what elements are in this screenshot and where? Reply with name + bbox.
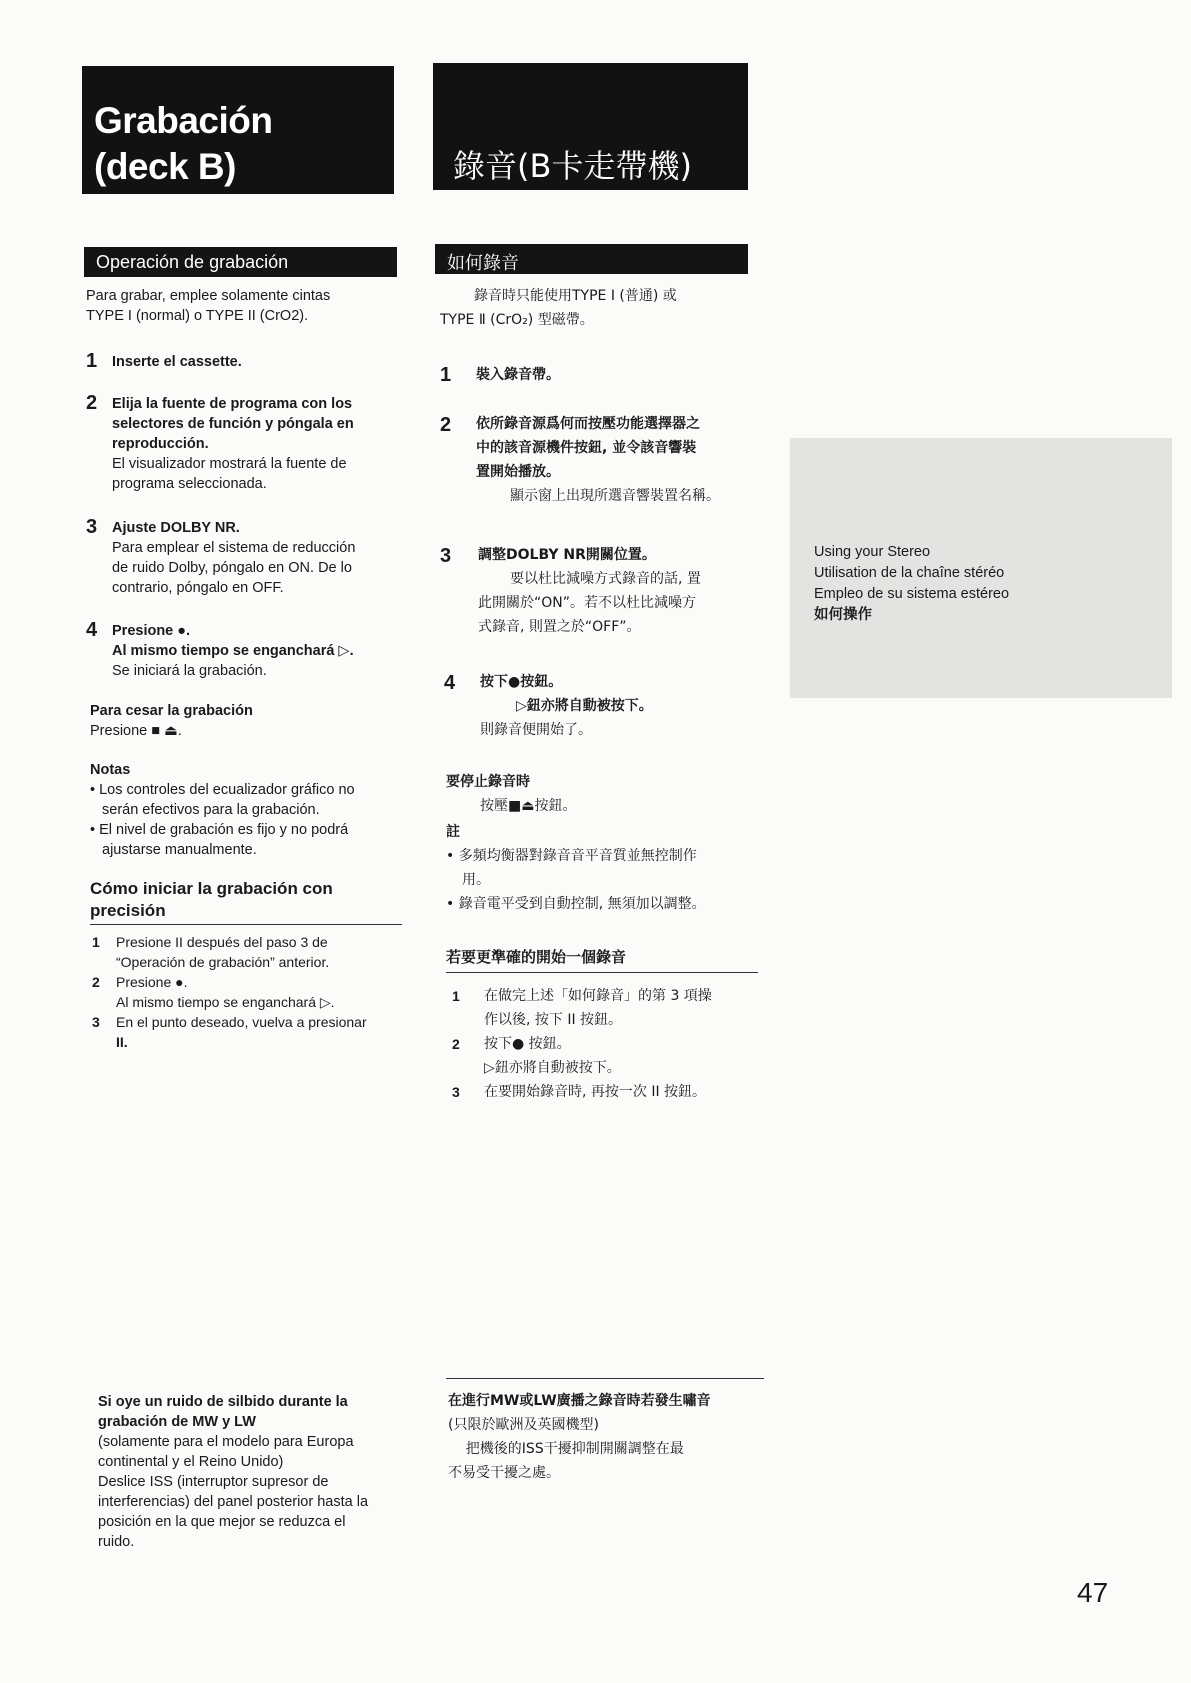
notes-head-es: Notas xyxy=(90,762,131,778)
note-line: • 多頻均衡器對錄音音平音質並無控制作 xyxy=(446,848,697,864)
precise-heading-zh: 若要更準確的開始一個錄音 xyxy=(446,948,627,966)
iss-note-es xyxy=(98,1392,418,1552)
iss-line: (只限於歐洲及英國機型) xyxy=(448,1417,599,1433)
step-number: 3 xyxy=(86,516,98,538)
notes-head-zh: 註 xyxy=(446,824,460,840)
precise-step-num: 2 xyxy=(92,974,100,990)
stop-body-es: Presione ■ ⏏. xyxy=(90,723,182,739)
precise-step-num: 3 xyxy=(92,1014,100,1030)
step-es-4 xyxy=(112,621,354,681)
step-body: de ruido Dolby, póngalo en ON. De lo xyxy=(112,560,352,576)
step-body: 此開關於“ON”。若不以杜比減噪方 xyxy=(478,595,696,611)
step-zh-4 xyxy=(480,670,653,742)
precise-step-num: 1 xyxy=(92,934,100,950)
iss-head-line: Si oye un ruido de silbido durante la xyxy=(98,1394,348,1410)
divider xyxy=(446,972,758,973)
iss-line: posición en la que mejor se reduzca el xyxy=(98,1514,346,1530)
stop-head-es: Para cesar la grabación xyxy=(90,703,253,719)
precise-step-num: 2 xyxy=(452,1036,460,1052)
precise-step-line: II. xyxy=(116,1034,128,1050)
iss-head-line: grabación de MW y LW xyxy=(98,1414,256,1430)
precise-step-line: 在做完上述「如何錄音」的第 3 項操 xyxy=(484,988,712,1004)
intro-zh-line: 錄音時只能使用TYPE Ⅰ (普通) 或 xyxy=(474,288,677,304)
index-line-zh: 如何操作 xyxy=(814,607,872,623)
iss-line: ruido. xyxy=(98,1534,135,1550)
precise-heading-es xyxy=(90,878,333,922)
note-line: • 錄音電平受到自動控制, 無須加以調整。 xyxy=(446,896,706,912)
step-body: El visualizador mostrará la fuente de xyxy=(112,456,347,472)
intro-es-line: TYPE I (normal) o TYPE II (CrO2). xyxy=(86,308,309,324)
precise-step-line: 按下● 按鈕。 xyxy=(484,1036,571,1052)
step-head: 置開始播放。 xyxy=(476,464,560,480)
iss-line: continental y el Reino Unido) xyxy=(98,1454,284,1470)
iss-line: Deslice ISS (interruptor supresor de xyxy=(98,1474,329,1490)
page-number: 47 xyxy=(1077,1577,1109,1608)
step-body: Para emplear el sistema de reducción xyxy=(112,540,356,556)
step-number: 2 xyxy=(440,414,452,436)
iss-line: 把機後的ISS干擾抑制開關調整在最 xyxy=(448,1441,684,1457)
iss-head-zh: 在進行MW或LW廣播之錄音時若發生嘯音 xyxy=(448,1393,711,1409)
note-line: serán efectivos para la grabación. xyxy=(102,802,320,818)
precise-heading-line: Cómo iniciar la grabación con xyxy=(90,879,333,898)
step-head: Inserte el cassette. xyxy=(112,354,242,370)
stop-head-zh: 要停止錄音時 xyxy=(446,774,530,790)
index-line-es: Empleo de su sistema estéreo xyxy=(814,586,1010,602)
section-bar-zh xyxy=(435,244,748,274)
step-number: 1 xyxy=(86,350,98,372)
precise-step-line: Al mismo tiempo se enganchará ▷. xyxy=(116,994,335,1010)
step-number: 4 xyxy=(444,672,456,694)
step-head: selectores de función y póngala en xyxy=(112,416,354,432)
precise-step-line: Presione ●. xyxy=(116,974,188,990)
step-body: programa seleccionada. xyxy=(112,476,267,492)
precise-steps-zh xyxy=(452,984,712,1104)
precise-step-line: En el punto deseado, vuelva a presionar xyxy=(116,1014,367,1030)
title-block-zh xyxy=(433,63,748,190)
section-title-zh: 如何錄音 xyxy=(447,253,519,274)
index-line-fr: Utilisation de la chaîne stéréo xyxy=(814,565,1005,581)
intro-es-line: Para grabar, emplee solamente cintas xyxy=(86,288,331,304)
step-body: 式錄音, 則置之於“OFF”。 xyxy=(478,619,641,635)
step-es-3 xyxy=(112,518,355,598)
step-body: 要以杜比減噪方式錄音的話, 置 xyxy=(510,571,701,587)
step-number: 2 xyxy=(86,392,98,414)
step-number: 4 xyxy=(86,619,98,641)
note-line: • El nivel de grabación es fijo y no podrá xyxy=(90,822,349,838)
precise-heading-line: precisión xyxy=(90,901,166,920)
step-body: 顯示窗上出現所選音響裝置名稱。 xyxy=(510,488,720,504)
step-zh-2 xyxy=(476,412,720,508)
title-zh: 錄音(B卡走帶機) xyxy=(453,147,692,185)
precise-step-num: 3 xyxy=(452,1084,460,1100)
stop-body-zh: 按壓■⏏按鈕。 xyxy=(480,798,577,814)
precise-step-line: 作以後, 按下 II 按鈕。 xyxy=(484,1012,623,1028)
precise-step-num: 1 xyxy=(452,988,460,1004)
precise-step-line: Presione II después del paso 3 de xyxy=(116,934,328,950)
intro-zh-line: TYPE Ⅱ (CrO₂) 型磁帶。 xyxy=(440,312,594,328)
intro-zh xyxy=(440,284,677,332)
section-title-es: Operación de grabación xyxy=(96,252,289,272)
title-es-line2: (deck B) xyxy=(94,146,236,187)
iss-line: (solamente para el modelo para Europa xyxy=(98,1434,354,1450)
stop-zh xyxy=(446,770,576,818)
step-head: Elija la fuente de programa con los xyxy=(112,396,353,412)
step-zh-3 xyxy=(478,543,701,639)
divider xyxy=(90,924,402,925)
precise-step-line: ▷鈕亦將自動被按下。 xyxy=(484,1060,621,1076)
intro-es xyxy=(86,286,330,326)
notes-zh xyxy=(446,820,706,916)
note-line: ajustarse manualmente. xyxy=(102,842,257,858)
step-zh-1: 裝入錄音帶。 xyxy=(476,367,560,383)
step-head: 依所錄音源爲何而按壓功能選擇器之 xyxy=(476,416,700,432)
precise-step-line: 在要開始錄音時, 再按一次 II 按鈕。 xyxy=(484,1084,707,1100)
iss-line: 不易受干擾之處。 xyxy=(448,1465,560,1481)
title-es-line1: Grabación xyxy=(94,100,273,141)
iss-line: interferencias) del panel posterior hasta la xyxy=(98,1494,369,1510)
precise-steps-es xyxy=(92,932,367,1052)
note-line: • Los controles del ecualizador gráfico no xyxy=(90,782,355,798)
step-body: Se iniciará la grabación. xyxy=(112,663,267,679)
step-head: Presione ●. xyxy=(112,623,191,639)
note-line: 用。 xyxy=(462,872,490,888)
stop-es xyxy=(90,701,253,741)
step-head: Al mismo tiempo se enganchará ▷. xyxy=(112,643,354,659)
step-head: Ajuste DOLBY NR. xyxy=(112,520,240,536)
step-number: 3 xyxy=(440,545,452,567)
step-es-1 xyxy=(112,352,242,372)
precise-step-line: “Operación de grabación” anterior. xyxy=(116,954,330,970)
step-head: reproducción. xyxy=(112,436,209,452)
step-head: ▷鈕亦將自動被按下。 xyxy=(516,698,653,714)
step-head: 調整DOLBY NR開關位置。 xyxy=(478,547,656,563)
step-body: contrario, póngalo en OFF. xyxy=(112,580,284,596)
step-body: 則錄音便開始了。 xyxy=(480,722,592,738)
step-es-2 xyxy=(112,394,354,494)
index-line-en: Using your Stereo xyxy=(814,544,931,560)
step-head: 按下●按鈕。 xyxy=(480,674,563,690)
section-bar-es xyxy=(84,247,397,277)
title-block-es xyxy=(82,66,394,194)
notes-es xyxy=(90,760,355,860)
step-head: 中的該音源機件按鈕, 並令該音響裝 xyxy=(476,440,697,456)
section-index-box xyxy=(790,438,1172,698)
step-number: 1 xyxy=(440,364,452,386)
iss-note-zh xyxy=(448,1389,711,1485)
bottom-divider xyxy=(446,1378,764,1379)
